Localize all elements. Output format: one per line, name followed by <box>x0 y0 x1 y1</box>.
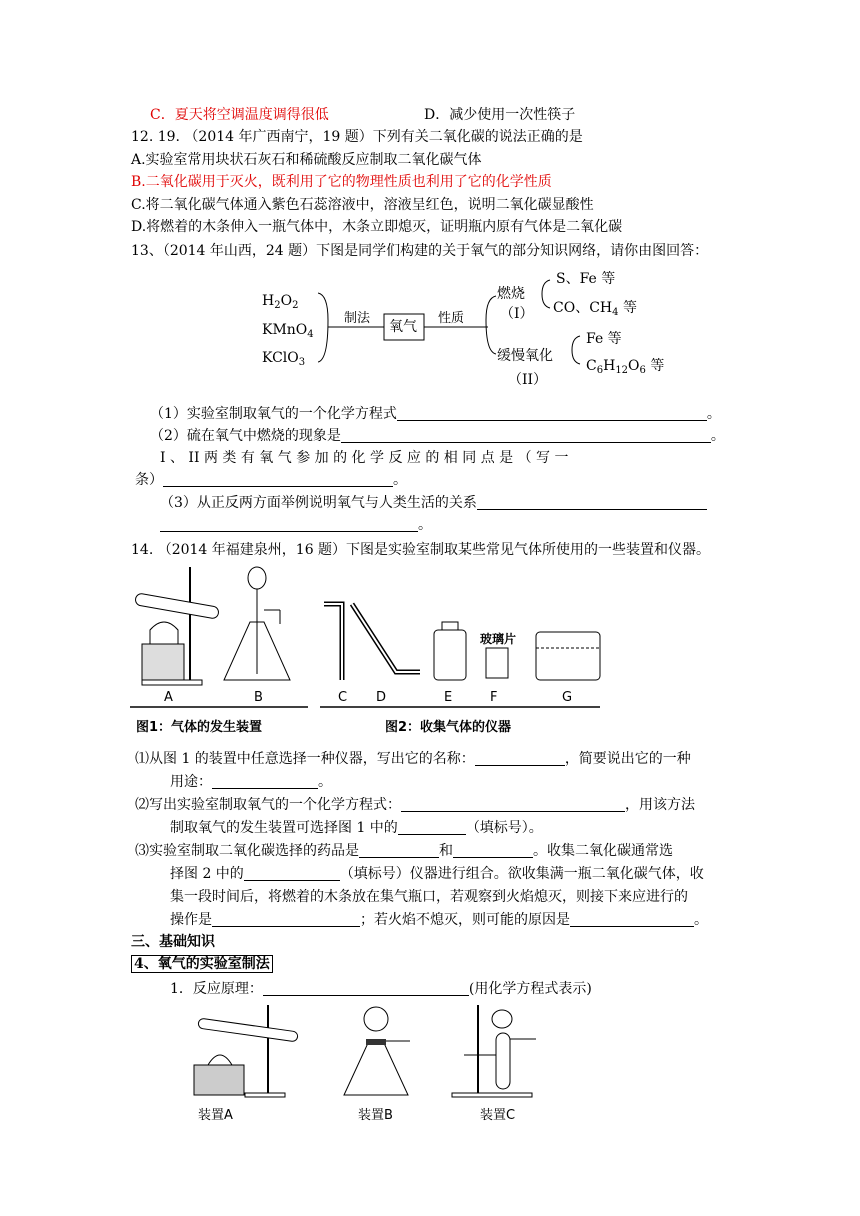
q14-p3-line3: 集一段时间后，将燃着的木条放在集气瓶口，若观察到火焰熄灭，则接下来应进行的 <box>170 889 688 905</box>
q14-p2-line1: ⑵写出实验室制取氧气的一个化学方程式： ，用该方法 <box>135 797 695 813</box>
reaction-principle: 1．反应原理： (用化学方程式表示) <box>170 981 592 997</box>
source-h2o2: $H_2O_2$ <box>262 293 299 311</box>
figure-apparatus <box>130 562 610 712</box>
label-b: B <box>254 690 263 705</box>
burn-number: （I） <box>500 306 534 322</box>
q12-option-d: D.将燃着的木条伸入一瓶气体中，木条立即熄灭，证明瓶内原有气体是二氧化碳 <box>131 219 623 235</box>
method-label: 制法 <box>344 311 371 326</box>
slow-oxidation-label: 缓慢氧化 <box>497 348 553 364</box>
q14-p3-line2: 择图 2 中的 （填标号）仪器进行组合。欲收集满一瓶二氧化碳气体，收 <box>170 866 704 882</box>
burn-item-2: CO、$CH_4$ 等 <box>553 300 637 318</box>
q13-sub4: （3）从正反两方面举例说明氧气与人类生活的关系 <box>160 494 707 512</box>
q13-sub3-line1: I 、 II 两 类 有 氧 气 参 加 的 化 学 反 应 的 相 同 点 是 （ 写 一 <box>160 450 569 466</box>
q13-sub2: （2）硫在氧气中燃烧的现象是 。 <box>150 428 725 444</box>
burn-label: 燃烧 <box>497 286 525 302</box>
option-c-prev: C．夏天将空调温度调得很低 <box>150 107 329 123</box>
q14-p2-line2: 制取氧气的发生装置可选择图 1 中的 （填标号）。 <box>170 820 543 836</box>
label-g: G <box>562 690 573 705</box>
label-d: D <box>376 690 387 705</box>
q12-option-c: C.将二氧化碳气体通入紫色石蕊溶液中，溶液呈红色，说明二氧化碳显酸性 <box>131 197 594 213</box>
slow-item-1: Fe 等 <box>586 331 622 347</box>
section-basic-knowledge-title: 三、基础知识 <box>131 934 215 950</box>
label-a: A <box>164 690 173 705</box>
q13-sub4-line2: 。 <box>160 516 432 534</box>
slow-oxidation-number: （II） <box>508 372 548 388</box>
q13-sub3-line2: 条） 。 <box>135 472 407 488</box>
label-c: C <box>338 690 348 705</box>
q14-p1-line1: ⑴从图 1 的装置中任意选择一种仪器，写出它的名称： ，简要说出它的一种 <box>135 751 691 767</box>
topic-oxygen-preparation: 4、氧气的实验室制法 <box>131 955 273 973</box>
q12-option-a: A.实验室常用块状石灰石和稀硫酸反应制取二氧化碳气体 <box>131 152 482 168</box>
source-kclo3: KClO$_3$ <box>262 350 306 368</box>
q12-stem: 12. 19. （2014 年广西南宁，19 题）下列有关二氧化碳的说法正确的是 <box>131 129 583 145</box>
fig1-caption: 图1：气体的发生装置 <box>136 720 263 735</box>
q14-stem: 14. （2014 年福建泉州，16 题）下图是实验室制取某些常见气体所使用的一些装置和仪器。 <box>131 542 711 558</box>
property-label: 性质 <box>438 311 465 326</box>
q14-p3-line1: ⑶实验室制取二氧化碳选择的药品是 和 。收集二氧化碳通常选 <box>135 843 673 859</box>
label-e: E <box>444 690 453 705</box>
q14-p1-line2: 用途： 。 <box>170 774 332 790</box>
oxygen-center: 氧气 <box>389 319 417 335</box>
fig2-caption: 图2：收集气体的仪器 <box>385 720 512 735</box>
burn-item-1: S、Fe 等 <box>556 271 616 287</box>
q12-option-b: B.二氧化碳用于灭火，既利用了它的物理性质也利用了它的化学性质 <box>131 174 552 190</box>
caption-apparatus-a: 装置A <box>198 1108 233 1123</box>
glass-plate-label: 玻璃片 <box>480 632 517 646</box>
apparatus-abc-figure <box>190 1005 570 1103</box>
caption-apparatus-c: 装置C <box>480 1108 516 1123</box>
source-kmno4: KMnO$_4$ <box>262 322 314 340</box>
q13-sub1: （1）实验室制取氧气的一个化学方程式 。 <box>150 406 721 422</box>
option-d-prev: D．减少使用一次性筷子 <box>424 107 576 123</box>
label-f: F <box>490 690 498 705</box>
slow-item-2: $C_6H_{12}O_6$ 等 <box>586 358 665 376</box>
q14-p3-line4: 操作是 ；若火焰不熄灭，则可能的原因是 。 <box>170 912 708 928</box>
caption-apparatus-b: 装置B <box>358 1108 393 1123</box>
q13-stem: 13、（2014 年山西，24 题）下图是同学们构建的关于氧气的部分知识网络，请你由图回答： <box>131 243 709 259</box>
